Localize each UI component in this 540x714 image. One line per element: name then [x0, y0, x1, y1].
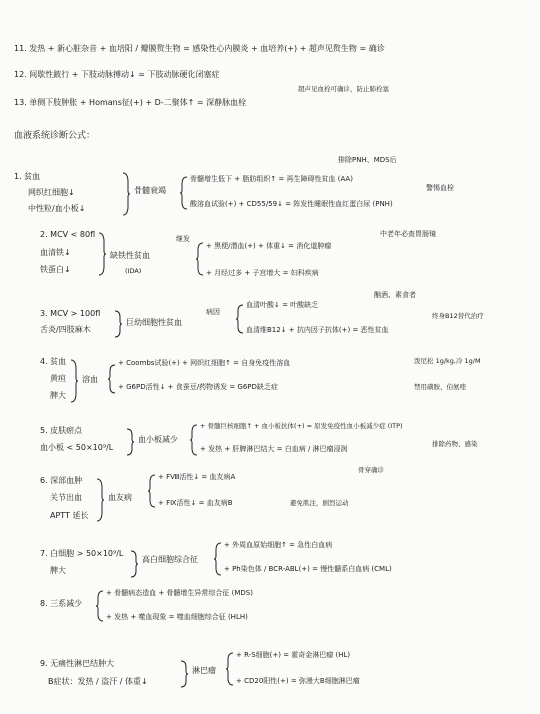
brace	[226, 652, 234, 686]
group-7-result: + 外周血原始细胞↑ = 急性白血病	[224, 541, 333, 549]
brace	[196, 242, 204, 276]
group-5-condition: 5. 皮肤瘀点	[40, 426, 83, 435]
group-9-category: 淋巴瘤	[192, 666, 216, 675]
group-4-result-note: 泼尼松 1g/kg,冷 1g/M	[414, 357, 481, 365]
brace	[130, 550, 138, 578]
group-2-branch: 继发	[176, 235, 190, 243]
brace	[96, 590, 104, 622]
group-1-category: 骨髓衰竭	[134, 186, 166, 195]
brace	[96, 478, 104, 522]
group-1-top-note: 排除PNH、MDS后	[338, 156, 397, 164]
group-4-result: + G6PD活性↓ + 食蚕豆/药物诱发 = G6PD缺乏症	[118, 383, 278, 391]
group-6-category: 血友病	[108, 493, 132, 502]
group-9-result: + CD20阳性(+) = 弥漫大B细胞淋巴瘤	[236, 677, 360, 685]
group-9-condition: 9. 无痛性淋巴结肿大	[40, 659, 115, 668]
group-4-condition: 脾大	[50, 391, 66, 400]
group-6-condition: APTT 延长	[50, 511, 89, 520]
brace	[180, 176, 188, 210]
group-2-category: 缺铁性贫血	[110, 251, 150, 260]
formula-11: 11. 发热 + 新心脏杂音 + 血培阳 / 瓣膜赘生物 = 感染性心内膜炎 + 血培养(+) + 超声见赘生物 = 确诊	[14, 44, 385, 53]
group-6-result: + FⅧ活性↓ = 血友病A	[158, 473, 236, 481]
group-3-category: 巨幼细胞性贫血	[126, 318, 182, 327]
group-3-condition: 舌炎/四肢麻木	[40, 325, 91, 334]
group-8-condition: 8. 三系减少	[40, 599, 83, 608]
group-8-result: + 骨髓病态造血 + 骨髓增生异常综合征 (MDS)	[106, 589, 253, 597]
group-6-condition: 6. 深部血肿	[40, 476, 83, 485]
group-4-condition: 黄疸	[50, 374, 66, 383]
group-4-result-note: 禁用磺胺、伯氨喹	[414, 383, 466, 391]
group-3-result: 血清叶酸↓ = 叶酸缺乏	[246, 301, 319, 309]
group-4-category: 溶血	[82, 375, 98, 384]
group-2-condition: 血清铁↓	[40, 248, 71, 257]
formula-13-note: 超声见血栓可确诊，防止肺栓塞	[298, 85, 389, 93]
brace	[114, 310, 122, 338]
group-2-category-abbr: (IDA)	[125, 267, 142, 275]
group-2-condition: 2. MCV < 80fl	[40, 230, 96, 239]
group-7-condition: 7. 白细胞 > 50×10⁹/L	[40, 549, 124, 558]
formula-12: 12. 间歇性跛行 + 下肢动脉搏动↓ = 下肢动脉硬化闭塞症	[14, 70, 220, 79]
group-1-condition: 1. 贫血	[14, 172, 41, 181]
brace	[190, 424, 198, 456]
group-6-condition: 关节出血	[50, 493, 82, 502]
group-9-result: + R-S细胞(+) = 霍奇金淋巴瘤 (HL)	[236, 651, 351, 659]
group-4-condition: 4. 贫血	[40, 357, 67, 366]
formula-13: 13. 单侧下肢肿胀 + Homans征(+) + D-二聚体↑ = 深静脉血栓	[14, 98, 247, 107]
group-5-result-note: 骨穿确诊	[358, 466, 384, 474]
group-8-result: + 发热 + 噬血现象 = 噬血细胞综合征 (HLH)	[106, 613, 248, 621]
group-1-side-note: 警惕血栓	[426, 184, 454, 192]
group-3-condition: 3. MCV > 100fl	[40, 309, 101, 318]
section-title: 血液系统诊断公式：	[14, 131, 96, 141]
brace	[98, 232, 106, 276]
group-5-result-note: 排除药物、感染	[432, 440, 478, 448]
brace	[122, 172, 130, 216]
group-3-top-note: 酗酒、素食者	[374, 291, 416, 299]
group-5-condition: 血小板 < 50×10⁹/L	[40, 443, 114, 452]
group-3-result: 血清维B12↓ + 抗内因子抗体(+) = 恶性贫血	[246, 326, 389, 334]
group-1-result: 酸溶血试验(+) + CD55/59↓ = 阵发性睡眠性血红蛋白尿 (PNH)	[190, 200, 393, 208]
group-1-condition: 中性粒/血小板↓	[28, 204, 86, 213]
group-5-category: 血小板减少	[138, 435, 178, 444]
brace	[214, 542, 222, 576]
group-2-condition: 铁蛋白↓	[40, 265, 71, 274]
group-2-result: + 黑便/潜血(+) + 体重↓ = 消化道肿瘤	[206, 242, 332, 250]
group-7-category: 高白细胞综合征	[142, 555, 198, 564]
group-6-result-note: 避免肌注，剧烈运动	[290, 499, 349, 507]
group-2-top-note: 中老年必查胃肠镜	[380, 230, 436, 238]
group-3-side-note: 终身B12替代治疗	[432, 312, 484, 320]
brace	[236, 304, 244, 334]
group-6-result: + FⅨ活性↓ = 血友病B	[158, 499, 233, 507]
group-5-result: + 骨髓巨核细胞↑ + 血小板抗体(+) = 原发免疫性血小板减少症 (ITP)	[200, 422, 403, 430]
brace	[108, 364, 116, 394]
group-2-result: + 月经过多 + 子宫增大 = 妇科疾病	[206, 269, 319, 277]
group-9-condition: B症状：发热 / 盗汗 / 体重↓	[48, 677, 148, 686]
group-1-result: 骨髓增生低下 + 脂肪组织↑ = 再生障碍性贫血 (AA)	[190, 175, 353, 183]
group-7-condition: 脾大	[50, 566, 66, 575]
group-7-result: + Ph染色体 / BCR-ABL(+) = 慢性髓系白血病 (CML)	[224, 565, 392, 573]
brace	[148, 474, 156, 508]
group-4-result: + Coombs试验(+) + 网织红细胞↑ = 自身免疫性溶血	[118, 359, 291, 367]
brace	[70, 359, 78, 403]
group-5-result: + 发热 + 肝脾淋巴结大 = 白血病 / 淋巴瘤浸润	[200, 445, 348, 453]
brace	[180, 660, 188, 688]
brace	[126, 428, 134, 456]
group-1-condition: 网织红细胞↓	[28, 188, 75, 197]
group-3-branch: 病因	[206, 308, 220, 316]
